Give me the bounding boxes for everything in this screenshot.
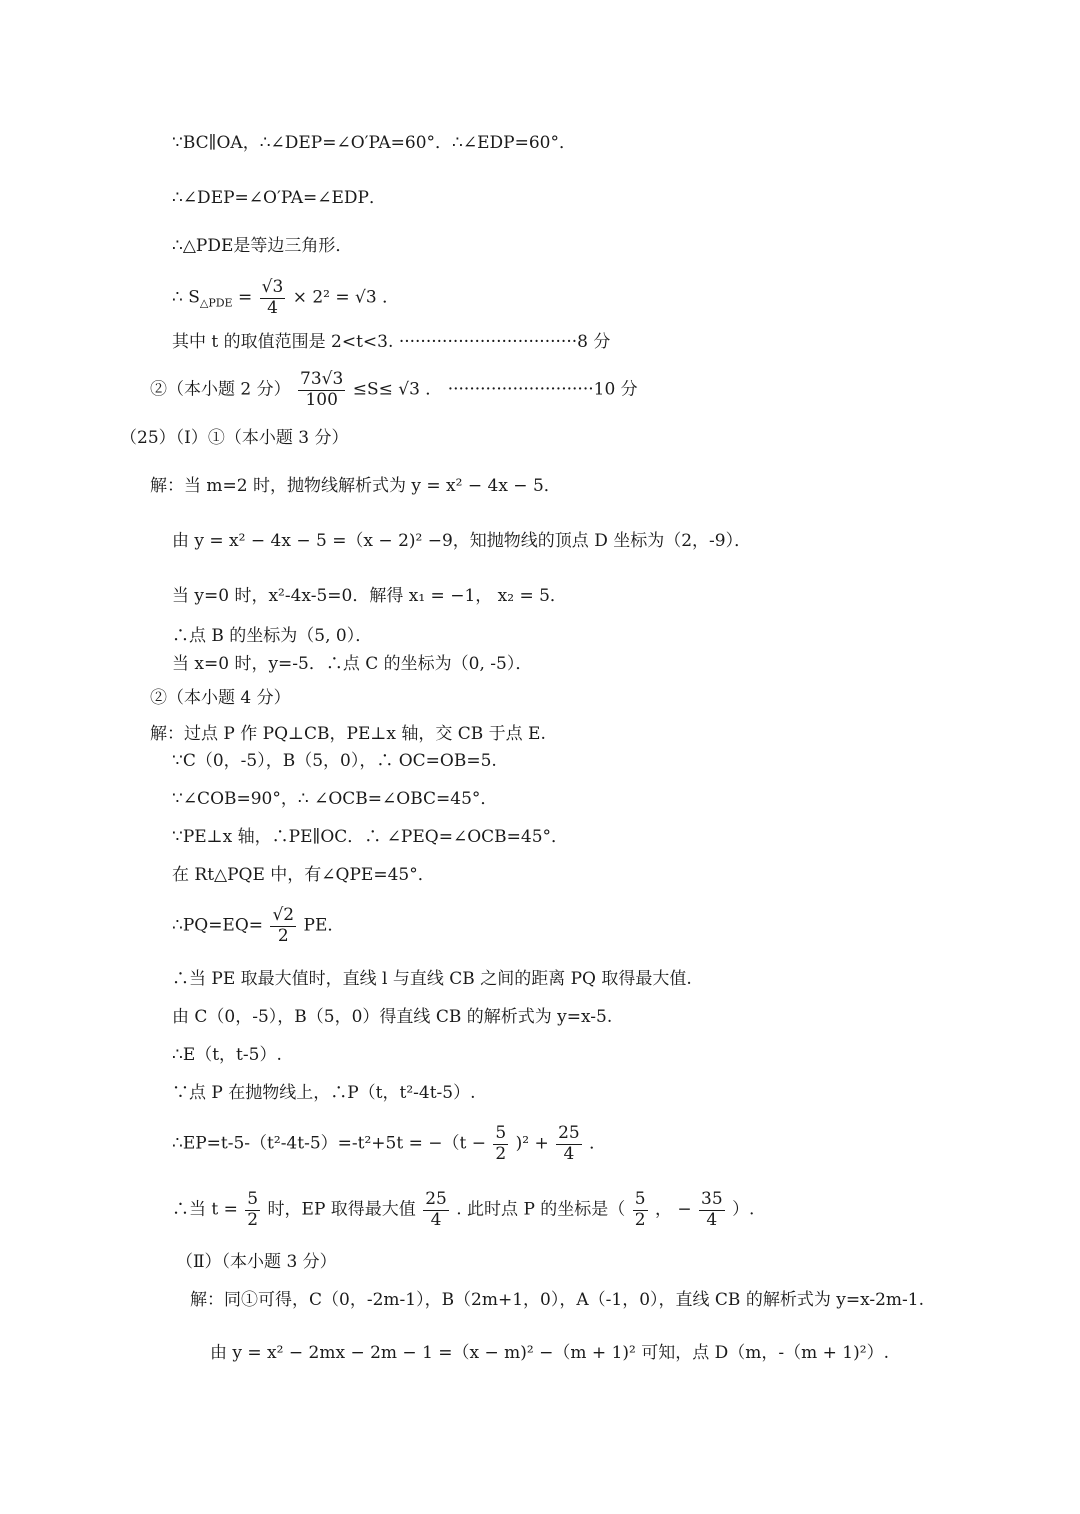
line-equilateral-triangle: ∴△PDE是等边三角形． bbox=[172, 236, 353, 256]
line-cb-expression: 由 C（0，-5），B（5，0）得直线 CB 的解析式为 y=x-5. bbox=[172, 1007, 613, 1027]
s-range-dots: ··························· bbox=[447, 379, 594, 400]
pq-eq-fraction-denominator: 2 bbox=[277, 925, 289, 946]
ep-fraction-1 bbox=[493, 1124, 508, 1164]
ep-max-fraction-1-numerator: 5 bbox=[247, 1189, 259, 1209]
line-area-formula bbox=[172, 278, 399, 318]
line-pe-parallel: ∵PE⊥x 轴，∴PE∥OC．∴ ∠PEQ=∠OCB=45°． bbox=[172, 827, 569, 847]
s-range-rest: ≤S≤ √3 ． bbox=[352, 379, 443, 400]
line-part-ii-solution: 解：同①可得，C（0，-2m-1），B（2m+1，0），A（-1，0），直线 CB 的解析式为 y=x-2m-1. bbox=[190, 1290, 925, 1310]
line-vertex-d: 由 y = x² − 4x − 5 =（x − 2)² −9，知抛物线的顶点 D 坐标为（2，-9）． bbox=[172, 531, 752, 551]
ep-max-fraction-3 bbox=[633, 1190, 648, 1230]
ep-rest: ． bbox=[589, 1133, 607, 1154]
heading-part-ii: （Ⅱ）（本小题 3 分） bbox=[176, 1252, 337, 1272]
line-rt-triangle: 在 Rt△PQE 中，有∠QPE=45°． bbox=[172, 865, 435, 885]
s-range-fraction bbox=[298, 370, 345, 410]
s-range-score: 10 分 bbox=[593, 379, 638, 400]
line-pe-max: ∴当 PE 取最大值时，直线 l 与直线 CB 之间的距离 PQ 取得最大值. bbox=[172, 969, 692, 989]
line-point-p: ∵点 P 在抛物线上，∴P（t，t²-4t-5）. bbox=[172, 1083, 476, 1103]
line-angle-cob: ∵∠COB=90°，∴ ∠OCB=∠OBC=45°． bbox=[172, 789, 498, 809]
ep-max-mid-3: ， − bbox=[654, 1199, 692, 1220]
area-rest: × 2² = √3 ． bbox=[292, 287, 400, 308]
pq-eq-prefix: ∴PQ=EQ= bbox=[172, 915, 264, 936]
ep-fraction-1-numerator: 5 bbox=[495, 1123, 507, 1143]
line-point-c: 当 x=0 时，y=-5．∴点 C 的坐标为（0, -5）． bbox=[172, 654, 533, 674]
ep-max-fraction-3-denominator: 2 bbox=[634, 1209, 646, 1230]
ep-max-mid-2: . 此时点 P 的坐标是（ bbox=[456, 1199, 626, 1220]
ep-max-mid-1: 时，EP 取得最大值 bbox=[267, 1199, 416, 1220]
heading-question-25: （25）（Ⅰ）①（本小题 3 分） bbox=[120, 428, 349, 448]
line-point-b: ∴点 B 的坐标为（5, 0）． bbox=[172, 626, 373, 646]
ep-max-rest: ）. bbox=[732, 1199, 755, 1220]
line-angle-equality: ∴∠DEP=∠O′PA=∠EDP． bbox=[172, 188, 386, 208]
line-construct-pq: 解：过点 P 作 PQ⊥CB，PE⊥x 轴，交 CB 于点 E. bbox=[150, 724, 546, 744]
ep-fraction-2-numerator: 25 bbox=[558, 1123, 580, 1143]
area-fraction-denominator: 4 bbox=[267, 297, 278, 318]
ep-mid: )² + bbox=[515, 1133, 549, 1154]
line-t-range bbox=[172, 334, 610, 351]
ep-max-fraction-1-denominator: 2 bbox=[247, 1209, 259, 1230]
ep-max-prefix: ∴当 t = bbox=[172, 1199, 238, 1220]
ep-fraction-2 bbox=[556, 1124, 582, 1164]
area-equals: = bbox=[238, 287, 253, 308]
line-pq-eq bbox=[172, 906, 344, 946]
pq-eq-fraction bbox=[270, 906, 296, 946]
s-range-fraction-numerator: 73√3 bbox=[300, 369, 344, 389]
ep-fraction-2-denominator: 4 bbox=[563, 1143, 575, 1164]
s-range-fraction-denominator: 100 bbox=[305, 389, 338, 410]
ep-max-fraction-1 bbox=[245, 1190, 260, 1230]
line-ep-max bbox=[172, 1190, 754, 1230]
ep-max-fraction-2-denominator: 4 bbox=[430, 1209, 442, 1230]
ep-max-fraction-2 bbox=[423, 1190, 449, 1230]
ep-max-fraction-4 bbox=[699, 1190, 725, 1230]
ep-prefix: ∴EP=t-5-（t²-4t-5）=-t²+5t = −（t − bbox=[172, 1133, 486, 1154]
ep-max-fraction-4-numerator: 35 bbox=[701, 1189, 723, 1209]
t-range-text: 其中 t 的取值范围是 2<t<3. bbox=[172, 332, 394, 352]
line-parabola-expression: 解：当 m=2 时，抛物线解析式为 y = x² − 4x − 5． bbox=[150, 476, 561, 496]
t-range-score: 8 分 bbox=[577, 332, 611, 352]
ep-max-fraction-4-denominator: 4 bbox=[706, 1209, 718, 1230]
line-s-range bbox=[150, 370, 638, 410]
area-fraction-numerator: √3 bbox=[261, 277, 284, 297]
line-bc-parallel-oa: ∵BC∥OA，∴∠DEP=∠O′PA=60°．∴∠EDP=60°． bbox=[172, 133, 576, 153]
ep-fraction-1-denominator: 2 bbox=[495, 1143, 507, 1164]
line-point-d-general: 由 y = x² − 2mx − 2m − 1 =（x − m)² −（m + 1)² 可知，点 D（m，-（m + 1)²）. bbox=[210, 1343, 889, 1363]
ep-max-fraction-2-numerator: 25 bbox=[425, 1189, 447, 1209]
area-fraction bbox=[260, 278, 286, 318]
t-range-dots: ································· bbox=[398, 332, 578, 352]
pq-eq-rest: PE． bbox=[303, 915, 345, 936]
heading-part-2: ②（本小题 4 分） bbox=[150, 688, 291, 708]
area-subscript: △PDE bbox=[199, 296, 233, 310]
line-point-e: ∴E（t，t-5）. bbox=[172, 1045, 282, 1065]
pq-eq-fraction-numerator: √2 bbox=[272, 905, 295, 925]
ep-max-fraction-3-numerator: 5 bbox=[634, 1189, 646, 1209]
area-prefix: ∴ S bbox=[172, 287, 200, 308]
line-oc-ob: ∵C（0，-5），B（5，0），∴ OC=OB=5. bbox=[172, 751, 497, 771]
s-range-prefix: ②（本小题 2 分） bbox=[150, 379, 291, 400]
line-roots: 当 y=0 时，x²-4x-5=0．解得 x₁ = −1， x₂ = 5． bbox=[172, 586, 567, 606]
line-ep-expression bbox=[172, 1124, 606, 1164]
